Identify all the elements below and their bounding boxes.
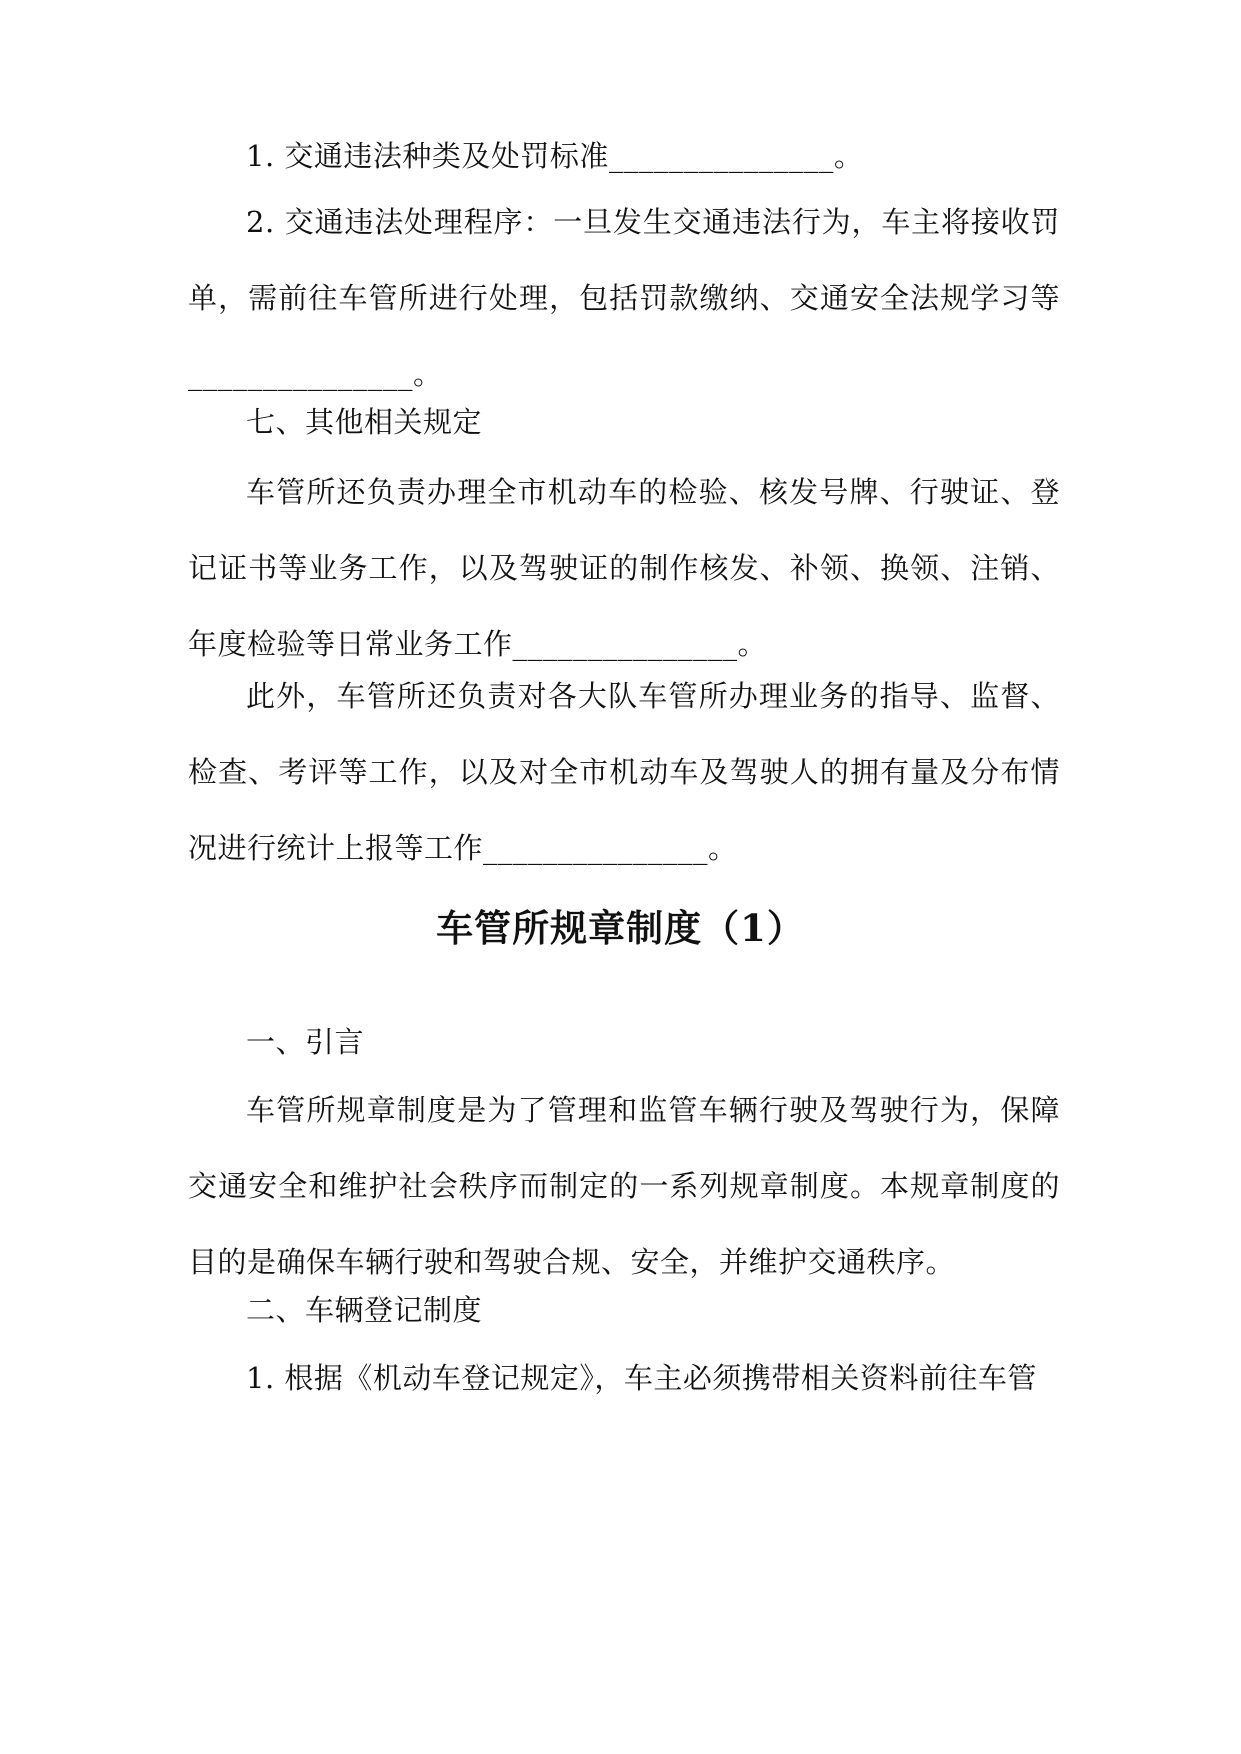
introduction-paragraph: 车管所规章制度是为了管理和监管车辆行驶及驾驶行为，保障交通安全和维护社会秩序而制定的一系列规章制度。本规章制度的目的是确保车辆行驶和驾驶合规、安全，并维护交通秩序。 (188, 1093, 1060, 1279)
section-heading-vehicle-registration: 二、车辆登记制度 (246, 1293, 483, 1327)
document-title: 车管所规章制度（1） (436, 906, 805, 950)
violation-types-item: 1. 交通违法种类及处罚标准_______________。 (246, 139, 864, 173)
other-rules-paragraph-2: 此外，车管所还负责对各大队车管所办理业务的指导、监督、检查、考评等工作，以及对全市机动车及驾驶人的拥有量及分布情况进行统计上报等工作_______________。 (188, 679, 1060, 865)
vehicle-registration-item: 1. 根据《机动车登记规定》，车主必须携带相关资料前往车管 (246, 1361, 1037, 1395)
section-heading-other-rules: 七、其他相关规定 (246, 405, 483, 439)
section-heading-introduction: 一、引言 (246, 1025, 365, 1059)
violation-procedure-item: 2. 交通违法处理程序：一旦发生交通违法行为，车主将接收罚单，需前往车管所进行处理，包括罚款缴纳、交通安全法规学习等_______________。 (188, 205, 1060, 391)
other-rules-paragraph-1: 车管所还负责办理全市机动车的检验、核发号牌、行驶证、登记证书等业务工作，以及驾驶证的制作核发、补领、换领、注销、年度检验等日常业务工作_______________。 (188, 475, 1060, 661)
